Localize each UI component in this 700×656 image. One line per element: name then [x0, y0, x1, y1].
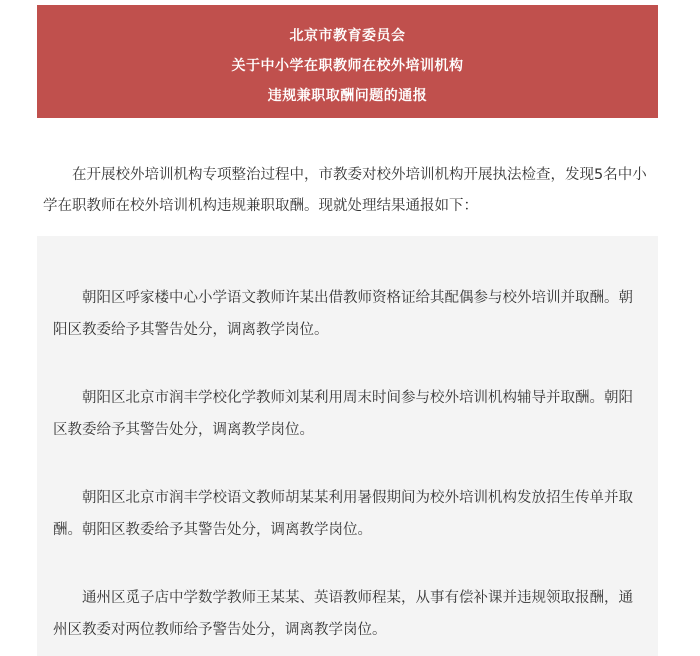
banner-title-subject: 关于中小学在职教师在校外培训机构	[231, 58, 464, 74]
banner-title-topic: 违规兼职取酬问题的通报	[267, 88, 428, 104]
report-section	[37, 236, 658, 656]
banner-title-issuer: 北京市教育委员会	[289, 28, 406, 44]
report-item: 朝阳区北京市润丰学校化学教师刘某利用周末时间参与校外培训机构辅导并取酬。朝阳区教委给予其警告处分，调离教学岗位。	[53, 390, 633, 438]
report-item: 朝阳区呼家楼中心小学语文教师许某出借教师资格证给其配偶参与校外培训并取酬。朝阳区教委给予其警告处分，调离教学岗位。	[53, 290, 633, 338]
report-item: 通州区觅子店中学数学教师王某某、英语教师程某，从事有偿补课并违规领取报酬，通州区教委对两位教师给予警告处分，调离教学岗位。	[53, 590, 633, 638]
intro-paragraph: 在开展校外培训机构专项整治过程中，市教委对校外培训机构开展执法检查，发现5名中小学在职教师在校外培训机构违规兼职取酬。现就处理结果通报如下：	[43, 167, 647, 214]
report-item: 朝阳区北京市润丰学校语文教师胡某某利用暑假期间为校外培训机构发放招生传单并取酬。朝阳区教委给予其警告处分，调离教学岗位。	[53, 490, 633, 538]
title-banner	[37, 5, 658, 118]
